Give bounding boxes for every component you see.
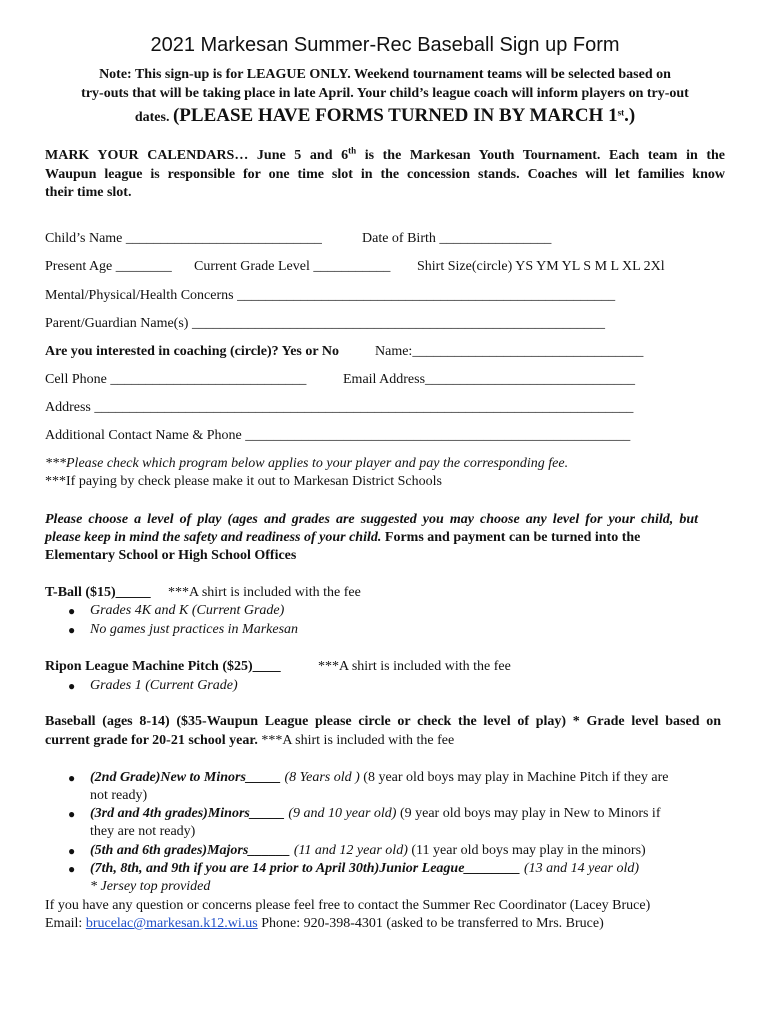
baseball-line-2 (45, 732, 454, 750)
additional-contact-field[interactable]: Additional Contact Name & Phone _______________________________________________________ (45, 428, 631, 443)
present-age-field[interactable]: Present Age ________ (45, 259, 172, 274)
tball-item: No games just practices in Markesan (90, 622, 299, 637)
tball-shirt-note: ***A shirt is included with the fee (168, 585, 361, 600)
level-age: (13 and 14 year old) (520, 861, 640, 876)
level-name: (5th and 6th grades)Majors______ (90, 843, 291, 858)
bullet-icon: ● (68, 807, 76, 821)
bullet-icon: ● (68, 844, 76, 858)
calendar-sup: th (348, 145, 357, 156)
note-line-3 (0, 104, 770, 130)
level-forms-text: Forms and payment can be turned into the (381, 530, 641, 545)
level-detail: (8 year old boys may play in Machine Pitch if they are (359, 770, 669, 785)
email-address-field[interactable]: Email Address______________________________ (343, 372, 636, 387)
shirt-size-field[interactable]: Shirt Size(circle) YS YM YL S M L XL 2Xl (417, 259, 665, 274)
footer-email-line (45, 915, 604, 933)
level-name: (2nd Grade)New to Minors_____ (90, 770, 281, 785)
level-safety-text: please keep in mind the safety and readiness of your child. (45, 530, 382, 545)
child-name-field[interactable]: Child’s Name ____________________________ (45, 231, 322, 246)
health-concerns-field[interactable]: Mental/Physical/Health Concerns ______________________________________________________ (45, 288, 616, 303)
note-deadline-text: (PLEASE HAVE FORMS TURNED IN BY MARCH 1 (172, 105, 618, 126)
ripon-heading[interactable]: Ripon League Machine Pitch ($25)____ (45, 659, 281, 674)
level-detail-cont: they are not ready) (90, 824, 196, 839)
calendar-text-b: is the Markesan Youth Tournament. Each team in the (356, 148, 725, 163)
jersey-note: * Jersey top provided (90, 879, 211, 894)
level-line-2 (45, 529, 640, 547)
program-note: ***Please check which program below applies to your player and pay the corresponding fee. (45, 456, 569, 471)
coaching-name-field[interactable]: Name:_________________________________ (375, 344, 644, 359)
baseball-grade-text: current grade for 20-21 school year. (45, 733, 258, 748)
bullet-icon: ● (68, 623, 76, 637)
parent-name-field[interactable]: Parent/Guardian Name(s) ___________________________________________________________ (45, 316, 605, 331)
level-line-3: Elementary School or High School Offices (45, 548, 297, 563)
ripon-item: Grades 1 (Current Grade) (90, 678, 238, 693)
level-line-1: Please choose a level of play (ages and grades are suggested you may choose any level for your child, but (45, 512, 698, 527)
date-of-birth-field[interactable]: Date of Birth ________________ (362, 231, 552, 246)
note-line-2: try-outs that will be taking place in late April. Your child’s league coach will inform players on try-out (81, 86, 689, 101)
bullet-icon: ● (68, 771, 76, 785)
level-age: (9 and 10 year old) (284, 806, 397, 821)
coaching-question[interactable]: Are you interested in coaching (circle)? Yes or No (45, 344, 339, 359)
address-field[interactable]: Address _____________________________________________________________________________ (45, 400, 634, 415)
note-deadline-end: .) (624, 105, 636, 126)
calendar-line-2: Waupun league is responsible for one time slot in the concession stands. Coaches will let families know (45, 167, 725, 182)
check-note: ***If paying by check please make it out to Markesan District Schools (45, 474, 442, 489)
baseball-level-item[interactable] (90, 805, 660, 823)
tball-item: Grades 4K and K (Current Grade) (90, 603, 285, 618)
calendar-line-3: their time slot. (45, 185, 132, 200)
level-detail: (11 year old boys may play in the minors) (407, 843, 646, 858)
footer-contact-line: If you have any question or concerns please feel free to contact the Summer Rec Coordinator (Lacey Bruce) (45, 898, 651, 913)
email-label: Email: (45, 916, 86, 931)
level-age: (11 and 12 year old) (290, 843, 408, 858)
baseball-level-item[interactable] (90, 842, 646, 860)
ripon-shirt-note: ***A shirt is included with the fee (318, 659, 511, 674)
form-title: 2021 Markesan Summer-Rec Baseball Sign up Form (150, 34, 620, 56)
level-detail: (9 year old boys may play in New to Minors if (396, 806, 661, 821)
calendar-text-a: MARK YOUR CALENDARS… June 5 and 6 (45, 148, 349, 163)
note-dates-text: dates. (134, 110, 170, 125)
tball-heading[interactable]: T-Ball ($15)_____ (45, 585, 151, 600)
bullet-icon: ● (68, 604, 76, 618)
bullet-icon: ● (68, 679, 76, 693)
phone-text: Phone: 920-398-4301 (asked to be transferred to Mrs. Bruce) (257, 916, 604, 931)
calendar-line-1 (45, 147, 725, 165)
grade-level-field[interactable]: Current Grade Level ___________ (194, 259, 391, 274)
level-detail-cont: not ready) (90, 788, 148, 803)
baseball-line-1: Baseball (ages 8-14) ($35-Waupun League please circle or check the level of play) * Grade level based on (45, 714, 721, 729)
note-line-1: Note: This sign-up is for LEAGUE ONLY. Weekend tournament teams will be selected based on (99, 67, 671, 82)
bullet-icon: ● (68, 862, 76, 876)
baseball-level-item[interactable] (90, 860, 639, 878)
baseball-level-item[interactable] (90, 769, 669, 787)
level-name: (3rd and 4th grades)Minors_____ (90, 806, 285, 821)
baseball-shirt-note: ***A shirt is included with the fee (257, 733, 455, 748)
cell-phone-field[interactable]: Cell Phone ____________________________ (45, 372, 307, 387)
note-deadline-sup: st (617, 107, 625, 118)
level-age: (8 Years old ) (280, 770, 360, 785)
level-name: (7th, 8th, and 9th if you are 14 prior to April 30th)Junior League________ (90, 861, 521, 876)
email-link[interactable]: brucelac@markesan.k12.wi.us (85, 916, 258, 931)
